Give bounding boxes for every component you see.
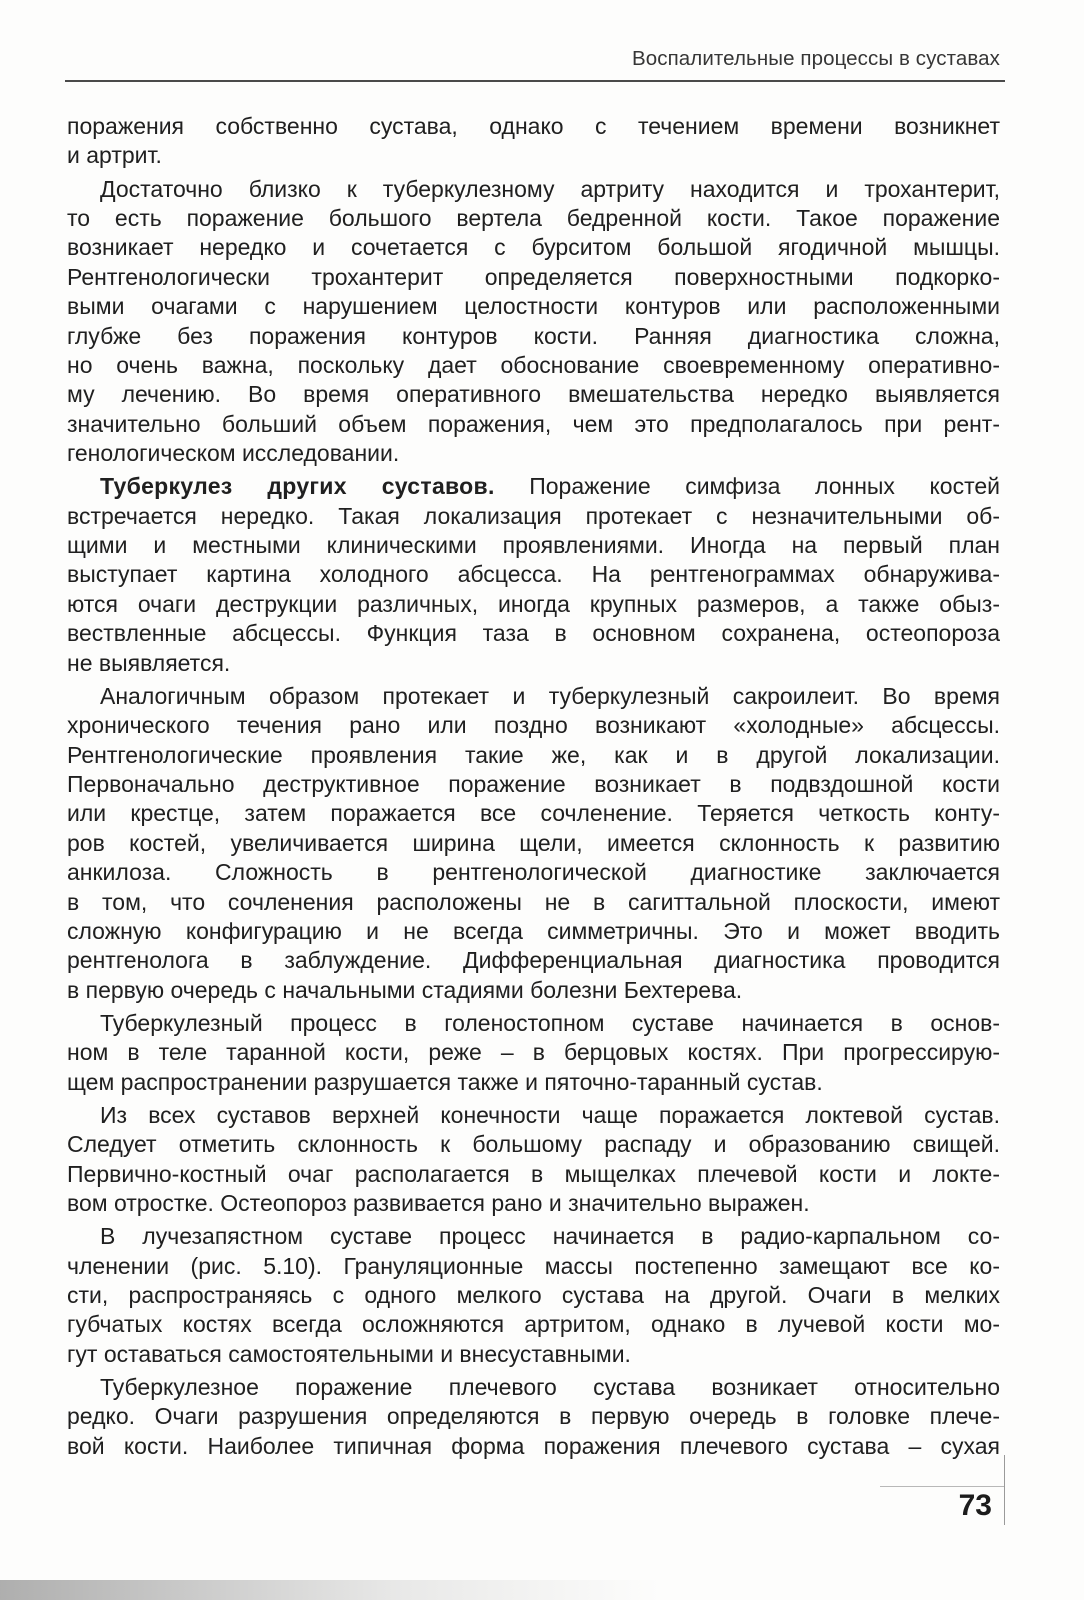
text-line: ров костей, увеличивается ширина щели, имеется склонность к развитию — [67, 829, 1000, 856]
corner-mark-horizontal — [880, 1486, 1005, 1487]
text-line: Следует отметить склонность к большому распаду и образованию свищей. — [67, 1131, 1000, 1158]
paragraph — [67, 1101, 1000, 1219]
text-line: сложную конфигурацию и не всегда симметричны. Это и может вводить — [67, 917, 1000, 944]
paragraph — [67, 682, 1000, 1005]
page-number: 73 — [958, 1489, 992, 1522]
text-line: сти, распространяясь с одного мелкого сустава на другой. Очаги в мелких — [67, 1282, 1000, 1309]
text-line: ются очаги деструкции различных, иногда крупных размеров, а также обыз- — [67, 590, 1000, 617]
text-line: не выявляется. — [67, 649, 231, 676]
text-line: генологическом исследовании. — [67, 440, 400, 467]
text-line: выступает картина холодного абсцесса. На рентгенограммах обнаружива- — [67, 561, 1000, 588]
text-line: гут оставаться самостоятельными и внесуставными. — [67, 1340, 631, 1367]
text-line: то есть поражение большого вертела бедренной кости. Такое поражение — [67, 204, 1000, 231]
text-line: или крестце, затем поражается все сочленение. Теряется четкость конту- — [67, 800, 1000, 827]
text-line: Туберкулезное поражение плечевого сустава возникает относительно — [100, 1373, 1000, 1400]
text-line: ном в теле таранной кости, реже – в берцовых костях. При прогрессирую- — [67, 1039, 1000, 1066]
text-line — [67, 472, 1000, 501]
text-line: в том, что сочленения расположены не в сагиттальной плоскости, имеют — [67, 888, 1000, 915]
paragraph — [67, 175, 1000, 469]
text-line: значительно больший объем поражения, чем это предполагалось при рент- — [67, 410, 1000, 437]
text-line: редко. Очаги разрушения определяются в первую очередь в головке плече- — [67, 1403, 1000, 1430]
text-line: выми очагами с нарушением целостности контуров или расположенными — [67, 293, 1000, 320]
paragraph — [67, 472, 1000, 678]
inline-section-heading: Туберкулез других суставов. — [100, 473, 495, 500]
body-text — [67, 112, 1000, 1461]
text-line: Рентгенологические проявления такие же, как и в другой локализации. — [67, 741, 1000, 768]
text-line: В лучезапястном суставе процесс начинается в радио-карпальном со- — [100, 1223, 1000, 1250]
text-line: щими и местными клиническими проявлениями. Иногда на первый план — [67, 532, 1000, 559]
header-rule — [65, 80, 1005, 82]
text-line: и артрит. — [67, 142, 162, 169]
text-line: глубже без поражения контуров кости. Ранняя диагностика сложна, — [67, 322, 1000, 349]
text-line: вествленные абсцессы. Функция таза в основном сохранена, остеопороза — [67, 620, 1000, 647]
paragraph — [67, 112, 1000, 171]
paragraph — [67, 1373, 1000, 1461]
text-line: вой кости. Наиболее типичная форма поражения плечевого сустава – сухая — [67, 1432, 1000, 1459]
text-line: вом отростке. Остеопороз развивается рано и значительно выражен. — [67, 1190, 810, 1217]
text-line: губчатых костях всегда осложняются артритом, однако в лучевой кости мо- — [67, 1311, 1000, 1338]
text-line: встречается нередко. Такая локализация протекает с незначительными об- — [67, 502, 1000, 529]
text-line: но очень важна, поскольку дает обоснование своевременному оперативно- — [67, 351, 1000, 378]
text-line: Первично-костный очаг располагается в мыщелках плечевой кости и локте- — [67, 1160, 1000, 1187]
text-line: рентгенолога в заблуждение. Дифференциальная диагностика проводится — [67, 947, 1000, 974]
paragraph — [67, 1009, 1000, 1097]
text-line: Первоначально деструктивное поражение возникает в подвздошной кости — [67, 770, 1000, 797]
text-line: Туберкулезный процесс в голеностопном суставе начинается в основ- — [100, 1009, 1000, 1036]
text-line: му лечению. Во время оперативного вмешательства нередко выявляется — [67, 381, 1000, 408]
text-line: членении (рис. 5.10). Грануляционные массы постепенно замещают все ко- — [67, 1252, 1000, 1279]
text-line: Рентгенологически трохантерит определяется поверхностными подкорко- — [67, 263, 1000, 290]
scan-shadow — [0, 1580, 660, 1600]
text-line: хронического течения рано или поздно возникают «холодные» абсцессы. — [67, 712, 1000, 739]
text-line: Достаточно близко к туберкулезному артриту находится и трохантерит, — [100, 175, 1000, 202]
corner-mark-vertical — [1004, 1455, 1005, 1525]
text-line: в первую очередь с начальными стадиями болезни Бехтерева. — [67, 976, 743, 1003]
text-line: возникает нередко и сочетается с бурситом большой ягодичной мышцы. — [67, 234, 1000, 261]
text-line: поражения собственно сустава, однако с течением времени возникнет — [67, 113, 1000, 139]
running-header: Воспалительные процессы в суставах — [631, 47, 1000, 70]
text-line: Аналогичным образом протекает и туберкулезный сакроилеит. Во время — [100, 682, 1000, 709]
text-line: анкилоза. Сложность в рентгенологической диагностике заключается — [67, 859, 1000, 886]
paragraph — [67, 1222, 1000, 1369]
text-run: Поражение симфиза лонных костей — [529, 473, 1000, 500]
text-line: щем распространении разрушается также и пяточно-таранный сустав. — [67, 1068, 823, 1095]
text-line: Из всех суставов верхней конечности чаще поражается локтевой сустав. — [100, 1101, 1000, 1128]
